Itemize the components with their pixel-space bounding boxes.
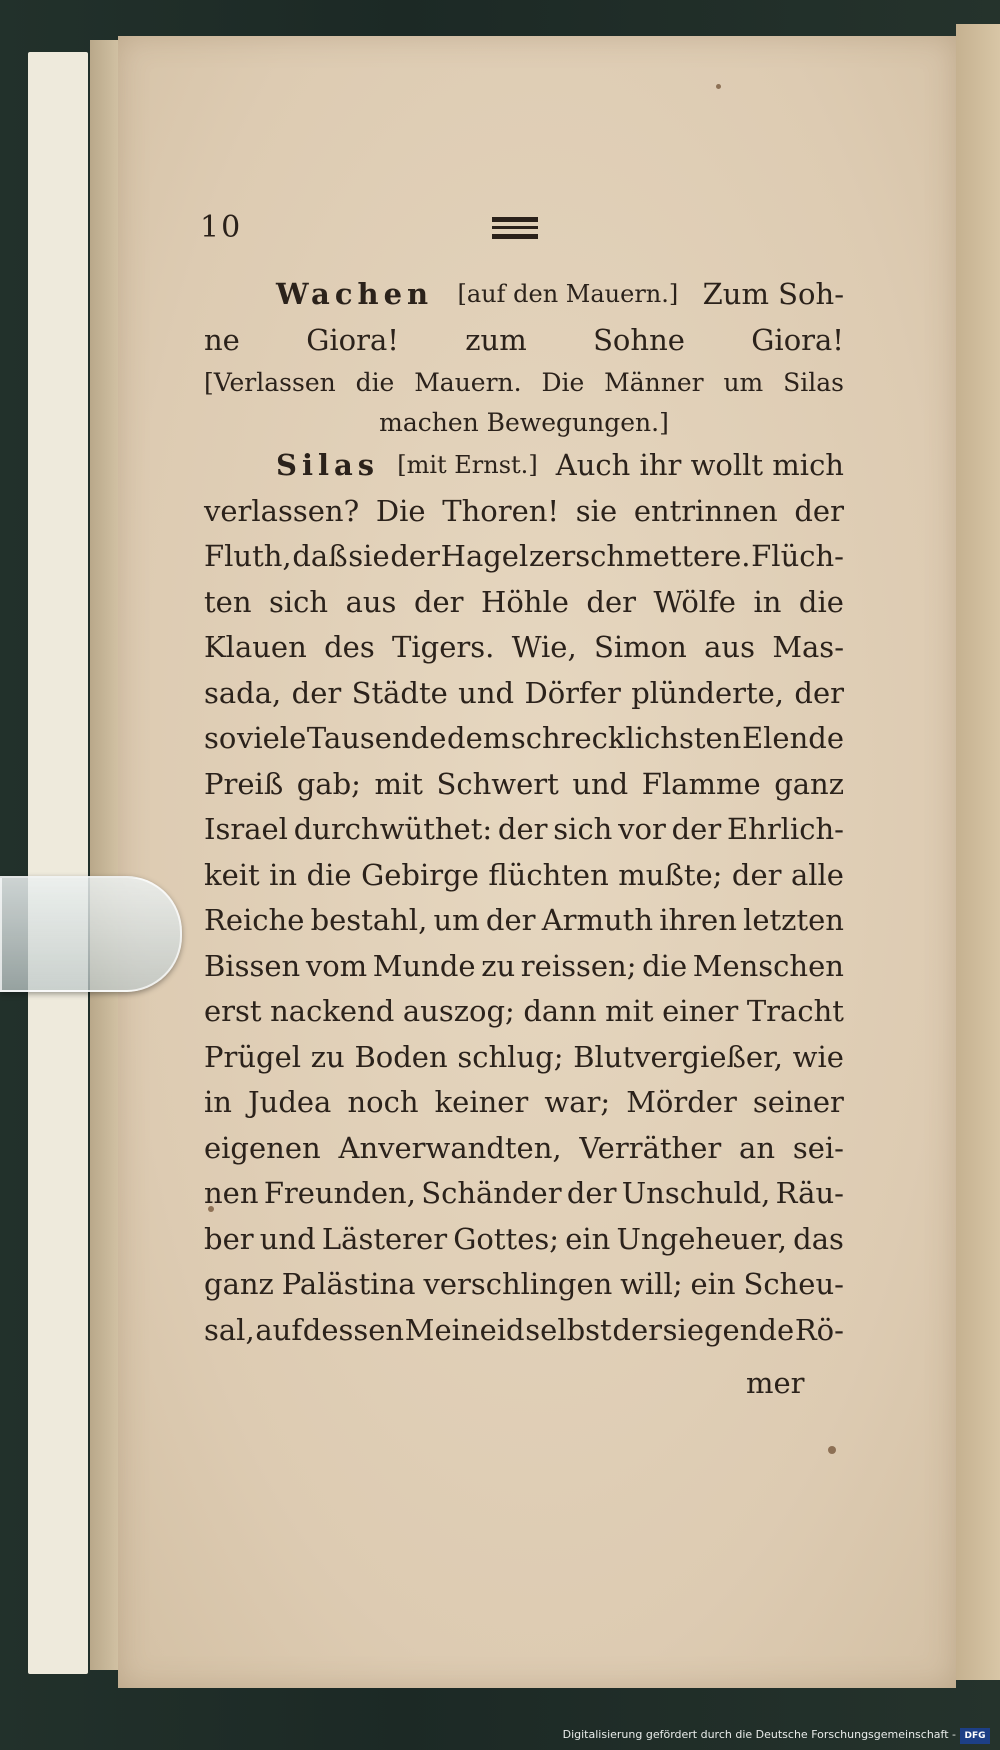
text-line bbox=[204, 1262, 844, 1308]
text-line bbox=[204, 1217, 844, 1263]
text-line bbox=[204, 403, 844, 443]
paper-speck bbox=[828, 1446, 836, 1454]
body-text bbox=[204, 272, 844, 1353]
text-line bbox=[204, 1035, 844, 1081]
text-line bbox=[204, 489, 844, 535]
line-text: in Judea noch keiner war; Mörder seiner bbox=[204, 1085, 844, 1119]
text-line bbox=[204, 1308, 844, 1354]
line-text: Reiche bestahl, um der Armuth ihren letzten bbox=[204, 903, 844, 937]
text-line bbox=[204, 853, 844, 899]
text-line bbox=[204, 1080, 844, 1126]
line-text: nen Freunden, Schänder der Unschuld, Räu- bbox=[204, 1176, 844, 1210]
text-line bbox=[204, 625, 844, 671]
text-line bbox=[204, 1126, 844, 1172]
line-text: machen Bewegungen.] bbox=[379, 408, 669, 437]
text-line bbox=[204, 1171, 844, 1217]
line-text: verlassen? Die Thoren! sie entrinnen der bbox=[204, 493, 844, 528]
text-line bbox=[204, 363, 844, 403]
text-line bbox=[204, 898, 844, 944]
text-line bbox=[204, 534, 844, 580]
bookmark-tab bbox=[0, 876, 182, 992]
line-text: Prügel zu Boden schlug; Blutvergießer, wie bbox=[204, 1039, 844, 1074]
dfg-logo: DFG bbox=[960, 1728, 990, 1744]
line-text: eigenen Anverwandten, Verräther an sei- bbox=[204, 1130, 844, 1165]
text-line bbox=[204, 580, 844, 626]
line-text: Bissen vom Munde zu reissen; die Menschen bbox=[204, 948, 844, 983]
text-line bbox=[204, 671, 844, 717]
page-number: 10 bbox=[200, 210, 243, 245]
facing-page-edge bbox=[956, 24, 1000, 1680]
line-text: erst nackend auszog; dann mit einer Tracht bbox=[204, 994, 844, 1028]
line-text: ber und Lästerer Gottes; ein Ungeheuer, das bbox=[204, 1221, 844, 1256]
text-line bbox=[204, 807, 844, 853]
line-text: ganz Palästina verschlingen will; ein Scheu- bbox=[204, 1267, 844, 1301]
speaker-name: Silas bbox=[276, 448, 380, 482]
text-line bbox=[204, 716, 844, 762]
line-text: sal, auf dessen Meineid selbst der siegende Rö- bbox=[204, 1312, 844, 1347]
line-text: Israel durchwüthet: der sich vor der Ehrlich- bbox=[204, 812, 844, 846]
line-text: Klauen des Tigers. Wie, Simon aus Mas- bbox=[204, 630, 844, 664]
footer-bar bbox=[0, 1724, 1000, 1750]
line-text: Preiß gab; mit Schwert und Flamme ganz bbox=[204, 766, 844, 801]
underlying-sheet bbox=[28, 52, 88, 1674]
line-text: Fluth, daß sie der Hagel zerschmettere. Flüch- bbox=[204, 539, 844, 573]
stage-direction: [mit Ernst.] bbox=[397, 451, 538, 479]
speaker-name: Wachen bbox=[276, 277, 434, 311]
text-line bbox=[204, 989, 844, 1035]
text-line bbox=[204, 318, 844, 364]
text-line bbox=[204, 944, 844, 990]
footer-credit: Digitalisierung gefördert durch die Deutsche Forschungsgemeinschaft - bbox=[562, 1728, 956, 1741]
text-line bbox=[204, 762, 844, 808]
line-text: ten sich aus der Höhle der Wölfe in die bbox=[204, 584, 844, 619]
line-text: Zum Soh- bbox=[702, 277, 844, 311]
line-text: ne Giora! zum Sohne Giora! bbox=[204, 322, 844, 357]
paper-speck bbox=[716, 84, 721, 89]
header-ornament bbox=[492, 217, 538, 239]
line-text: so viele Tausende dem schrecklichsten Elende bbox=[204, 721, 844, 755]
stage-direction: [auf den Mauern.] bbox=[457, 280, 679, 308]
text-line bbox=[204, 443, 844, 489]
line-text: [Verlassen die Mauern. Die Männer um Silas bbox=[204, 368, 844, 397]
catchword: mer bbox=[746, 1366, 805, 1400]
line-text: Auch ihr wollt mich bbox=[555, 448, 844, 482]
line-text: keit in die Gebirge flüchten mußte; der alle bbox=[204, 857, 844, 892]
line-text: sada, der Städte und Dörfer plünderte, der bbox=[204, 675, 844, 710]
text-line bbox=[204, 272, 844, 318]
